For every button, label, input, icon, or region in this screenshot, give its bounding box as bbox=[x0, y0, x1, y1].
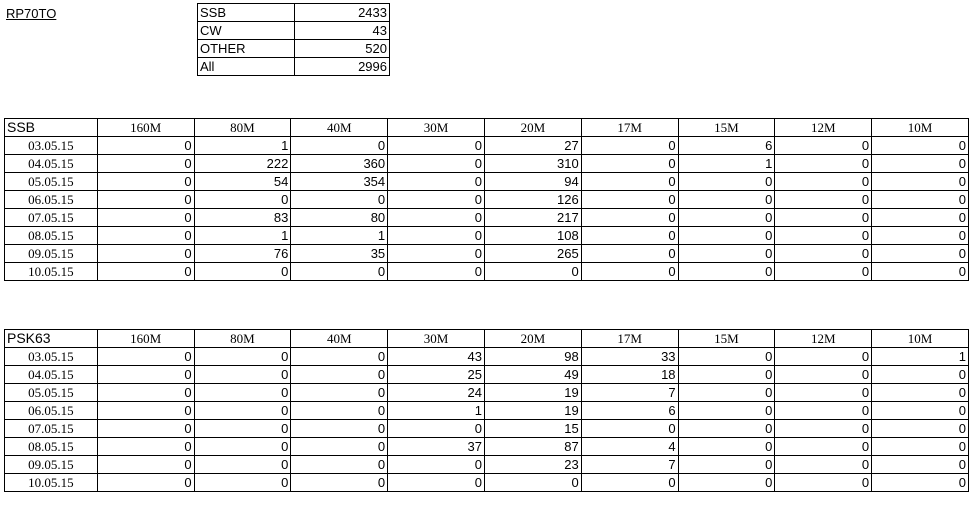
count-cell: 0 bbox=[678, 173, 775, 191]
count-cell: 0 bbox=[775, 384, 872, 402]
band-header: 12M bbox=[775, 330, 872, 348]
count-cell: 0 bbox=[388, 173, 485, 191]
count-cell: 19 bbox=[484, 402, 581, 420]
summary-row bbox=[198, 40, 390, 58]
count-cell: 0 bbox=[678, 456, 775, 474]
date-cell: 08.05.15 bbox=[5, 227, 98, 245]
count-cell: 0 bbox=[581, 245, 678, 263]
count-cell: 87 bbox=[484, 438, 581, 456]
count-cell: 7 bbox=[581, 384, 678, 402]
count-cell: 0 bbox=[678, 227, 775, 245]
summary-label: CW bbox=[198, 22, 295, 40]
date-cell: 07.05.15 bbox=[5, 209, 98, 227]
count-cell: 0 bbox=[581, 191, 678, 209]
table-row bbox=[5, 402, 969, 420]
band-header: 17M bbox=[581, 119, 678, 137]
count-cell: 0 bbox=[194, 191, 291, 209]
count-cell: 0 bbox=[291, 348, 388, 366]
count-cell: 0 bbox=[291, 420, 388, 438]
count-cell: 0 bbox=[872, 209, 969, 227]
count-cell: 94 bbox=[484, 173, 581, 191]
table-row bbox=[5, 191, 969, 209]
count-cell: 0 bbox=[97, 245, 194, 263]
count-cell: 0 bbox=[194, 438, 291, 456]
count-cell: 0 bbox=[97, 209, 194, 227]
count-cell: 0 bbox=[581, 173, 678, 191]
band-header: 30M bbox=[388, 119, 485, 137]
count-cell: 19 bbox=[484, 384, 581, 402]
count-cell: 0 bbox=[872, 263, 969, 281]
count-cell: 0 bbox=[194, 384, 291, 402]
table-row bbox=[5, 227, 969, 245]
count-cell: 83 bbox=[194, 209, 291, 227]
count-cell: 0 bbox=[194, 420, 291, 438]
count-cell: 43 bbox=[388, 348, 485, 366]
count-cell: 0 bbox=[775, 209, 872, 227]
summary-row bbox=[198, 22, 390, 40]
count-cell: 0 bbox=[775, 438, 872, 456]
count-cell: 1 bbox=[194, 137, 291, 155]
count-cell: 0 bbox=[678, 474, 775, 492]
count-cell: 33 bbox=[581, 348, 678, 366]
count-cell: 0 bbox=[678, 438, 775, 456]
band-header: 40M bbox=[291, 330, 388, 348]
summary-value: 2996 bbox=[295, 58, 390, 76]
count-cell: 18 bbox=[581, 366, 678, 384]
count-cell: 0 bbox=[775, 456, 872, 474]
table-row bbox=[5, 384, 969, 402]
summary-row bbox=[198, 58, 390, 76]
count-cell: 0 bbox=[678, 348, 775, 366]
count-cell: 0 bbox=[388, 191, 485, 209]
date-cell: 10.05.15 bbox=[5, 263, 98, 281]
count-cell: 0 bbox=[388, 227, 485, 245]
band-header: 20M bbox=[484, 330, 581, 348]
date-cell: 07.05.15 bbox=[5, 420, 98, 438]
count-cell: 23 bbox=[484, 456, 581, 474]
count-cell: 0 bbox=[291, 137, 388, 155]
count-cell: 0 bbox=[97, 456, 194, 474]
table-row bbox=[5, 366, 969, 384]
count-cell: 1 bbox=[291, 227, 388, 245]
count-cell: 0 bbox=[291, 474, 388, 492]
table-row bbox=[5, 456, 969, 474]
count-cell: 6 bbox=[581, 402, 678, 420]
date-cell: 03.05.15 bbox=[5, 137, 98, 155]
summary-row bbox=[198, 4, 390, 22]
count-cell: 0 bbox=[194, 263, 291, 281]
count-cell: 49 bbox=[484, 366, 581, 384]
summary-value: 520 bbox=[295, 40, 390, 58]
count-cell: 0 bbox=[97, 438, 194, 456]
count-cell: 0 bbox=[872, 420, 969, 438]
date-cell: 03.05.15 bbox=[5, 348, 98, 366]
count-cell: 24 bbox=[388, 384, 485, 402]
date-cell: 09.05.15 bbox=[5, 456, 98, 474]
count-cell: 0 bbox=[291, 402, 388, 420]
count-cell: 0 bbox=[872, 456, 969, 474]
band-header: 12M bbox=[775, 119, 872, 137]
band-header: 30M bbox=[388, 330, 485, 348]
count-cell: 0 bbox=[388, 137, 485, 155]
count-cell: 0 bbox=[872, 227, 969, 245]
count-cell: 310 bbox=[484, 155, 581, 173]
count-cell: 0 bbox=[97, 474, 194, 492]
count-cell: 0 bbox=[775, 366, 872, 384]
count-cell: 0 bbox=[678, 420, 775, 438]
count-cell: 7 bbox=[581, 456, 678, 474]
count-cell: 15 bbox=[484, 420, 581, 438]
table-row bbox=[5, 420, 969, 438]
date-cell: 05.05.15 bbox=[5, 173, 98, 191]
count-cell: 0 bbox=[388, 209, 485, 227]
count-cell: 126 bbox=[484, 191, 581, 209]
band-header: 40M bbox=[291, 119, 388, 137]
band-header: 80M bbox=[194, 330, 291, 348]
count-cell: 0 bbox=[872, 366, 969, 384]
count-cell: 0 bbox=[678, 209, 775, 227]
count-cell: 0 bbox=[97, 384, 194, 402]
count-cell: 0 bbox=[291, 384, 388, 402]
count-cell: 98 bbox=[484, 348, 581, 366]
count-cell: 0 bbox=[872, 245, 969, 263]
count-cell: 0 bbox=[97, 402, 194, 420]
band-header: 10M bbox=[872, 119, 969, 137]
count-cell: 0 bbox=[581, 263, 678, 281]
count-cell: 222 bbox=[194, 155, 291, 173]
count-cell: 1 bbox=[388, 402, 485, 420]
date-cell: 06.05.15 bbox=[5, 402, 98, 420]
count-cell: 27 bbox=[484, 137, 581, 155]
summary-table bbox=[197, 3, 390, 76]
count-cell: 0 bbox=[388, 245, 485, 263]
count-cell: 0 bbox=[775, 137, 872, 155]
mode-header: PSK63 bbox=[5, 330, 98, 348]
count-cell: 0 bbox=[678, 384, 775, 402]
mode-header: SSB bbox=[5, 119, 98, 137]
summary-label: SSB bbox=[198, 4, 295, 22]
count-cell: 0 bbox=[872, 155, 969, 173]
band-header: 10M bbox=[872, 330, 969, 348]
band-header: 20M bbox=[484, 119, 581, 137]
summary-value: 43 bbox=[295, 22, 390, 40]
count-cell: 80 bbox=[291, 209, 388, 227]
count-cell: 0 bbox=[678, 191, 775, 209]
count-cell: 0 bbox=[678, 366, 775, 384]
count-cell: 37 bbox=[388, 438, 485, 456]
date-cell: 08.05.15 bbox=[5, 438, 98, 456]
table-row bbox=[5, 474, 969, 492]
date-cell: 09.05.15 bbox=[5, 245, 98, 263]
count-cell: 0 bbox=[97, 366, 194, 384]
count-cell: 6 bbox=[678, 137, 775, 155]
count-cell: 0 bbox=[388, 263, 485, 281]
count-cell: 0 bbox=[581, 420, 678, 438]
count-cell: 0 bbox=[388, 420, 485, 438]
count-cell: 0 bbox=[775, 263, 872, 281]
band-header: 160M bbox=[97, 119, 194, 137]
count-cell: 0 bbox=[872, 191, 969, 209]
table-row bbox=[5, 209, 969, 227]
band-header: 17M bbox=[581, 330, 678, 348]
count-cell: 0 bbox=[97, 173, 194, 191]
band-header: 80M bbox=[194, 119, 291, 137]
count-cell: 354 bbox=[291, 173, 388, 191]
count-cell: 265 bbox=[484, 245, 581, 263]
count-cell: 0 bbox=[194, 348, 291, 366]
count-cell: 0 bbox=[581, 227, 678, 245]
count-cell: 0 bbox=[775, 420, 872, 438]
count-cell: 0 bbox=[194, 366, 291, 384]
count-cell: 0 bbox=[678, 402, 775, 420]
count-cell: 1 bbox=[194, 227, 291, 245]
count-cell: 0 bbox=[581, 137, 678, 155]
count-cell: 0 bbox=[97, 191, 194, 209]
header-row bbox=[5, 119, 969, 137]
count-cell: 0 bbox=[775, 402, 872, 420]
count-cell: 0 bbox=[291, 438, 388, 456]
count-cell: 217 bbox=[484, 209, 581, 227]
count-cell: 0 bbox=[291, 191, 388, 209]
count-cell: 0 bbox=[97, 420, 194, 438]
header-row bbox=[5, 330, 969, 348]
count-cell: 0 bbox=[872, 474, 969, 492]
count-cell: 108 bbox=[484, 227, 581, 245]
date-cell: 05.05.15 bbox=[5, 384, 98, 402]
count-cell: 0 bbox=[484, 263, 581, 281]
count-cell: 0 bbox=[775, 474, 872, 492]
count-cell: 0 bbox=[194, 402, 291, 420]
count-cell: 0 bbox=[291, 263, 388, 281]
count-cell: 0 bbox=[291, 366, 388, 384]
count-cell: 54 bbox=[194, 173, 291, 191]
count-cell: 35 bbox=[291, 245, 388, 263]
date-cell: 06.05.15 bbox=[5, 191, 98, 209]
count-cell: 0 bbox=[775, 227, 872, 245]
count-cell: 76 bbox=[194, 245, 291, 263]
count-cell: 25 bbox=[388, 366, 485, 384]
count-cell: 0 bbox=[291, 456, 388, 474]
date-cell: 10.05.15 bbox=[5, 474, 98, 492]
count-cell: 0 bbox=[581, 155, 678, 173]
count-cell: 1 bbox=[872, 348, 969, 366]
count-cell: 0 bbox=[388, 155, 485, 173]
count-cell: 0 bbox=[581, 474, 678, 492]
count-cell: 0 bbox=[194, 456, 291, 474]
count-cell: 0 bbox=[872, 402, 969, 420]
count-cell: 0 bbox=[872, 137, 969, 155]
count-cell: 0 bbox=[872, 438, 969, 456]
count-cell: 0 bbox=[97, 227, 194, 245]
count-cell: 0 bbox=[678, 263, 775, 281]
callsign-title: RP70TO bbox=[6, 6, 57, 21]
count-cell: 0 bbox=[484, 474, 581, 492]
count-cell: 0 bbox=[872, 384, 969, 402]
ssb-table bbox=[4, 118, 969, 281]
count-cell: 0 bbox=[97, 348, 194, 366]
summary-label: All bbox=[198, 58, 295, 76]
count-cell: 0 bbox=[97, 137, 194, 155]
band-header: 15M bbox=[678, 119, 775, 137]
count-cell: 0 bbox=[775, 191, 872, 209]
count-cell: 0 bbox=[97, 263, 194, 281]
count-cell: 0 bbox=[388, 474, 485, 492]
summary-label: OTHER bbox=[198, 40, 295, 58]
table-row bbox=[5, 348, 969, 366]
count-cell: 0 bbox=[775, 173, 872, 191]
count-cell: 1 bbox=[678, 155, 775, 173]
date-cell: 04.05.15 bbox=[5, 155, 98, 173]
count-cell: 0 bbox=[775, 348, 872, 366]
count-cell: 0 bbox=[872, 173, 969, 191]
summary-value: 2433 bbox=[295, 4, 390, 22]
date-cell: 04.05.15 bbox=[5, 366, 98, 384]
table-row bbox=[5, 263, 969, 281]
count-cell: 0 bbox=[581, 209, 678, 227]
count-cell: 0 bbox=[678, 245, 775, 263]
count-cell: 0 bbox=[97, 155, 194, 173]
band-header: 15M bbox=[678, 330, 775, 348]
count-cell: 0 bbox=[775, 155, 872, 173]
table-row bbox=[5, 137, 969, 155]
table-row bbox=[5, 173, 969, 191]
table-row bbox=[5, 155, 969, 173]
table-row bbox=[5, 245, 969, 263]
count-cell: 360 bbox=[291, 155, 388, 173]
count-cell: 0 bbox=[194, 474, 291, 492]
psk63-table bbox=[4, 329, 969, 492]
count-cell: 0 bbox=[388, 456, 485, 474]
count-cell: 0 bbox=[775, 245, 872, 263]
table-row bbox=[5, 438, 969, 456]
band-header: 160M bbox=[97, 330, 194, 348]
count-cell: 4 bbox=[581, 438, 678, 456]
